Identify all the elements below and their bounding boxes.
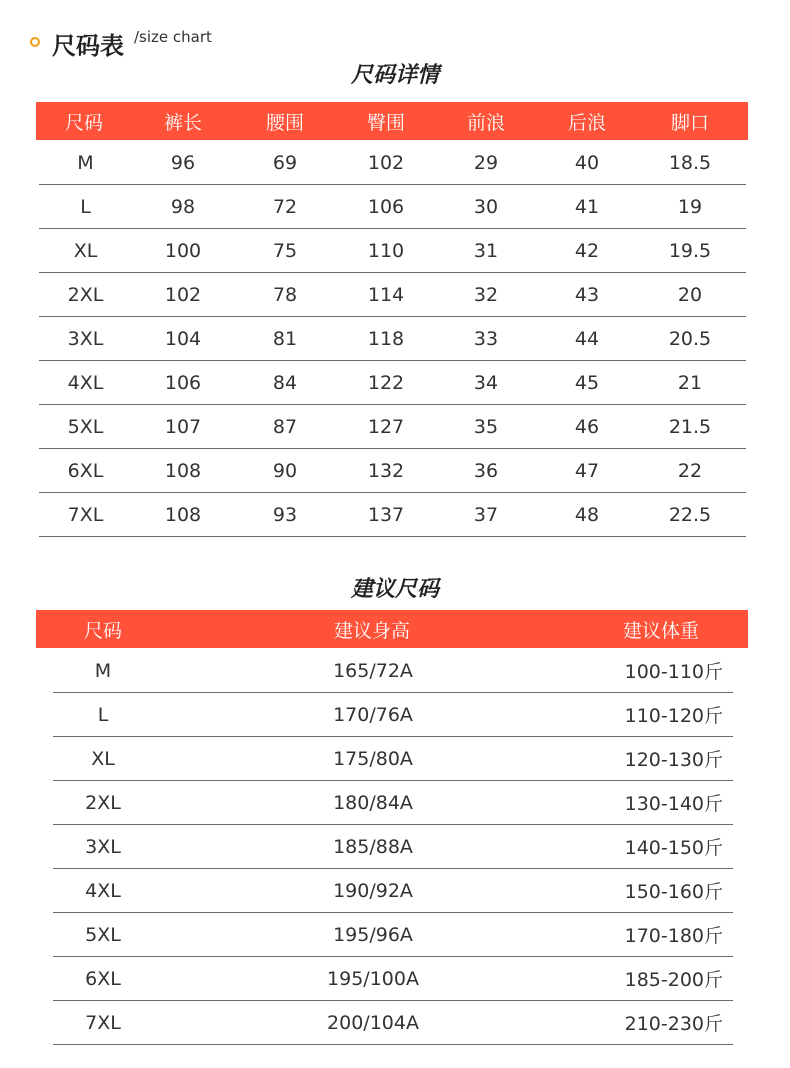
table-cell: 21	[677, 371, 703, 394]
table-cell: 72	[272, 195, 298, 218]
table-cell: XL	[73, 239, 98, 262]
table-cell: 96	[170, 151, 196, 174]
table-cell: 4XL	[67, 371, 104, 394]
table-cell: 37	[473, 503, 499, 526]
table-row	[39, 141, 746, 185]
table-cell: 35	[473, 415, 499, 438]
table-cell: 42	[574, 239, 600, 262]
table-row	[39, 317, 746, 361]
table-cell: 185/88A	[333, 835, 413, 858]
table-cell: 19	[677, 195, 703, 218]
table-row	[39, 273, 746, 317]
table-cell: 87	[272, 415, 298, 438]
table-cell: 140-150斤	[624, 837, 723, 859]
table-cell: 118	[367, 327, 405, 350]
column-header: 前浪	[466, 111, 505, 134]
table-cell: 48	[574, 503, 600, 526]
size-details-header-row	[36, 102, 748, 140]
table-cell: 22.5	[668, 503, 712, 526]
table-row	[39, 449, 746, 493]
table-cell: 90	[272, 459, 298, 482]
table-cell: M	[77, 151, 94, 174]
table-cell: 114	[367, 283, 405, 306]
circle-bullet-icon	[30, 37, 40, 47]
table-cell: 20.5	[668, 327, 712, 350]
table-cell: 170/76A	[333, 703, 413, 726]
table-cell: 195/100A	[327, 967, 419, 990]
table-cell: 106	[164, 371, 202, 394]
table-cell: 122	[367, 371, 405, 394]
table-cell: 200/104A	[327, 1011, 419, 1034]
table-cell: 21.5	[668, 415, 712, 438]
column-header: 尺码	[64, 111, 103, 134]
table-cell: 47	[574, 459, 600, 482]
table-cell: 3XL	[85, 835, 121, 858]
table-cell: 19.5	[668, 239, 712, 262]
table-row	[39, 361, 746, 405]
table-cell: 132	[367, 459, 405, 482]
table-row	[39, 493, 746, 537]
table-cell: 5XL	[67, 415, 104, 438]
table-cell: 2XL	[85, 791, 121, 814]
table-cell: 107	[164, 415, 202, 438]
column-header: 尺码	[83, 619, 122, 642]
table-cell: 102	[367, 151, 405, 174]
table-cell: 108	[164, 459, 202, 482]
column-header: 臀围	[366, 111, 405, 134]
table-cell: 100-110斤	[624, 661, 723, 683]
table-cell: M	[94, 659, 112, 682]
table-cell: 29	[473, 151, 499, 174]
table-cell: 75	[272, 239, 298, 262]
table-row	[53, 957, 733, 1001]
table-cell: 6XL	[85, 967, 121, 990]
table-cell: 150-160斤	[624, 881, 723, 903]
table-row	[53, 781, 733, 825]
table-cell: 30	[473, 195, 499, 218]
table-row	[53, 737, 733, 781]
column-header: 建议身高	[333, 619, 410, 642]
table-cell: 81	[272, 327, 298, 350]
table-cell: 127	[367, 415, 405, 438]
size-details-title: 尺码详情	[350, 63, 439, 88]
table-cell: 41	[574, 195, 600, 218]
column-header: 脚口	[670, 111, 709, 134]
table-cell: 185-200斤	[624, 969, 723, 991]
table-cell: 36	[473, 459, 499, 482]
table-cell: L	[97, 703, 109, 726]
table-cell: 22	[677, 459, 703, 482]
table-cell: 110	[367, 239, 405, 262]
table-cell: 104	[164, 327, 202, 350]
table-cell: 69	[272, 151, 298, 174]
size-details-table-body	[39, 141, 746, 537]
table-cell: 210-230斤	[624, 1013, 723, 1035]
column-header: 建议体重	[622, 619, 699, 642]
column-header: 裤长	[163, 111, 202, 134]
table-cell: 20	[677, 283, 703, 306]
page-title: 尺码表	[52, 32, 124, 60]
table-cell: 130-140斤	[624, 793, 723, 815]
table-cell: 2XL	[67, 283, 104, 306]
table-cell: 195/96A	[333, 923, 413, 946]
table-cell: 6XL	[67, 459, 104, 482]
table-cell: 43	[574, 283, 600, 306]
table-row	[53, 1001, 733, 1045]
table-cell: 102	[164, 283, 202, 306]
table-cell: 7XL	[85, 1011, 121, 1034]
table-cell: 4XL	[85, 879, 121, 902]
table-cell: 84	[272, 371, 298, 394]
recommended-table-body	[53, 649, 733, 1045]
table-cell: 170-180斤	[624, 925, 723, 947]
recommended-header-row	[36, 610, 748, 648]
table-row	[53, 693, 733, 737]
table-cell: L	[80, 195, 91, 218]
table-row	[39, 185, 746, 229]
table-cell: 98	[170, 195, 196, 218]
table-cell: 31	[473, 239, 499, 262]
table-cell: 190/92A	[333, 879, 413, 902]
table-cell: 32	[473, 283, 499, 306]
table-cell: 46	[574, 415, 600, 438]
recommended-size-title: 建议尺码	[350, 577, 439, 602]
table-cell: 106	[367, 195, 405, 218]
table-cell: 3XL	[67, 327, 104, 350]
table-cell: 175/80A	[333, 747, 413, 770]
table-cell: 34	[473, 371, 499, 394]
table-cell: 33	[473, 327, 499, 350]
table-row	[53, 649, 733, 693]
column-header: 腰围	[265, 111, 304, 134]
table-row	[39, 405, 746, 449]
table-cell: XL	[91, 747, 115, 770]
table-row	[53, 825, 733, 869]
table-row	[39, 229, 746, 273]
page-subtitle: /size chart	[134, 28, 212, 46]
column-header: 后浪	[567, 111, 606, 134]
table-row	[53, 913, 733, 957]
table-cell: 93	[272, 503, 298, 526]
table-cell: 18.5	[668, 151, 712, 174]
table-cell: 40	[574, 151, 600, 174]
table-row	[53, 869, 733, 913]
table-cell: 180/84A	[333, 791, 413, 814]
table-cell: 108	[164, 503, 202, 526]
table-cell: 7XL	[67, 503, 104, 526]
table-cell: 100	[164, 239, 202, 262]
table-cell: 120-130斤	[624, 749, 723, 771]
table-cell: 110-120斤	[624, 705, 723, 727]
table-cell: 137	[367, 503, 405, 526]
table-cell: 5XL	[85, 923, 121, 946]
table-cell: 45	[574, 371, 600, 394]
table-cell: 165/72A	[333, 659, 413, 682]
table-cell: 44	[574, 327, 600, 350]
table-cell: 78	[272, 283, 298, 306]
